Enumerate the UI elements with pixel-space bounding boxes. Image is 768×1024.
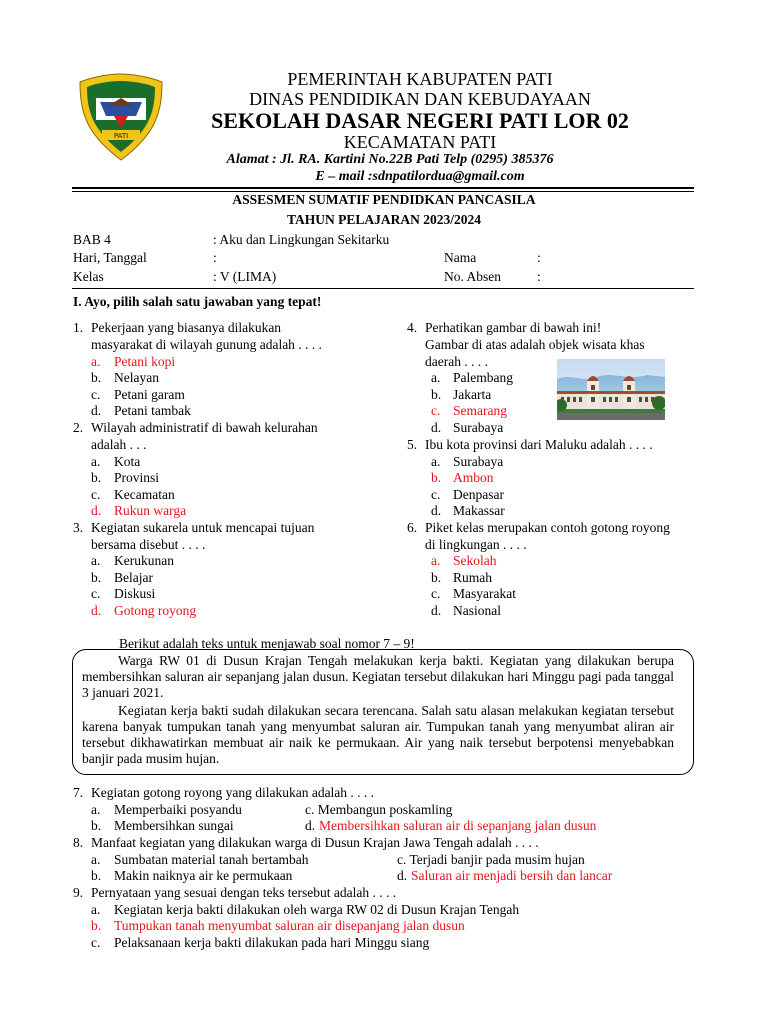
q3-text-line1: Kegiatan sukarela untuk mencapai tujuan — [91, 520, 315, 535]
q3-option-b-letter: b. — [91, 570, 102, 585]
q4-option-c: Semarang — [453, 403, 507, 418]
q6-option-a-letter: a. — [431, 553, 441, 568]
q7-option-c: c. Membangun poskamling — [305, 802, 453, 817]
q6-option-a: Sekolah — [453, 553, 497, 568]
q9-text: Pernyataan yang sesuai dengan teks tersebut adalah . . . . — [91, 885, 397, 900]
exam-year: TAHUN PELAJARAN 2023/2024 — [286, 212, 481, 227]
q5-option-c: Denpasar — [453, 487, 504, 502]
q5-option-a: Surabaya — [453, 454, 504, 469]
absen-value: : — [537, 269, 541, 284]
passage-paragraph-1 — [82, 653, 674, 701]
q6-option-d-letter: d. — [431, 603, 442, 618]
q1-option-a-letter: a. — [91, 354, 101, 369]
q8-option-a: Sumbatan material tanah bertambah — [114, 852, 309, 867]
q4-option-c-letter: c. — [431, 403, 441, 418]
q3-option-c: Diskusi — [114, 586, 156, 601]
info-divider — [72, 288, 694, 289]
q9-option-b-letter: b. — [91, 918, 102, 933]
bab-value: : Aku dan Lingkungan Sekitarku — [213, 232, 390, 247]
exam-title: ASSESMEN SUMATIF PENDIDKAN PANCASILA — [232, 192, 536, 207]
section-title: I. Ayo, pilih salah satu jawaban yang tepat! — [73, 294, 322, 309]
q6-option-b: Rumah — [453, 570, 492, 585]
q4-option-d-letter: d. — [431, 420, 442, 435]
q7-option-d-letter: d. — [305, 818, 316, 833]
header-divider-thick — [72, 187, 694, 189]
q7-option-a-letter: a. — [91, 802, 101, 817]
q2-number: 2. — [73, 420, 84, 435]
q3-option-b: Belajar — [114, 570, 153, 585]
q8-option-c: c. Terjadi banjir pada musim hujan — [397, 852, 585, 867]
q3-option-c-letter: c. — [91, 586, 101, 601]
q8-option-b-letter: b. — [91, 868, 102, 883]
q6-option-c: Masyarakat — [453, 586, 516, 601]
q4-number: 4. — [407, 320, 418, 335]
q1-option-d: Petani tambak — [114, 403, 191, 418]
q2-option-a-letter: a. — [91, 454, 101, 469]
kelas-value: : V (LIMA) — [213, 269, 277, 284]
q6-text-line2: di lingkungan . . . . — [425, 537, 527, 552]
q1-option-d-letter: d. — [91, 403, 102, 418]
q6-text-line1: Piket kelas merupakan contoh gotong royong — [425, 520, 670, 535]
q3-option-a: Kerukunan — [114, 553, 174, 568]
q8-number: 8. — [73, 835, 84, 850]
q8-option-d-letter: d. — [397, 868, 408, 883]
q6-option-c-letter: c. — [431, 586, 441, 601]
q5-option-b: Ambon — [453, 470, 494, 485]
q3-text-line2: bersama disebut . . . . — [91, 537, 206, 552]
q1-option-c-letter: c. — [91, 387, 101, 402]
q1-option-b: Nelayan — [114, 370, 159, 385]
q4-option-b-letter: b. — [431, 387, 442, 402]
header-line-2: DINAS PENDIDIKAN DAN KEBUDAYAAN — [249, 89, 591, 109]
q7-option-b-letter: b. — [91, 818, 102, 833]
q2-option-b: Provinsi — [114, 470, 160, 485]
q4-text-line3: daerah . . . . — [425, 354, 488, 369]
q7-number: 7. — [73, 785, 84, 800]
kelas-label: Kelas — [73, 269, 104, 284]
q2-option-c: Kecamatan — [114, 487, 175, 502]
q9-option-c-letter: c. — [91, 935, 101, 950]
q6-number: 6. — [407, 520, 418, 535]
header-line-4: KECAMATAN PATI — [343, 132, 497, 152]
q2-text-line2: adalah . . . — [91, 437, 147, 452]
passage-paragraph-2 — [82, 703, 674, 767]
hari-label: Hari, Tanggal — [73, 250, 147, 265]
q2-option-d: Rukun warga — [114, 503, 187, 518]
q4-text-line1: Perhatikan gambar di bawah ini! — [425, 320, 602, 335]
q4-option-a-letter: a. — [431, 370, 441, 385]
nama-value: : — [537, 250, 541, 265]
q4-option-b: Jakarta — [453, 387, 492, 402]
q3-option-d-letter: d. — [91, 603, 102, 618]
q5-option-a-letter: a. — [431, 454, 441, 469]
q1-option-c: Petani garam — [114, 387, 185, 402]
q3-option-a-letter: a. — [91, 553, 101, 568]
passage-paragraph-1-text: Warga RW 01 di Dusun Krajan Tengah melakukan kerja bakti. Kegiatan yang dilakukan berupa membersihkan saluran air sepanjang jalan dusun. Kegiatan tersebut dilakukan hari Minggu pagi pada tanggal 3 januari 2021. — [82, 653, 674, 700]
q8-option-d: Saluran air menjadi bersih dan lancar — [411, 868, 613, 883]
q9-number: 9. — [73, 885, 84, 900]
q1-text-line2: masyarakat di wilayah gunung adalah . . . . — [91, 337, 322, 352]
q2-text-line1: Wilayah administratif di bawah kelurahan — [91, 420, 318, 435]
q3-number: 3. — [73, 520, 84, 535]
q1-option-b-letter: b. — [91, 370, 102, 385]
school-email: E – mail :sdnpatilordua@gmail.com — [315, 169, 525, 184]
school-address: Alamat : Jl. RA. Kartini No.22B Pati Telp (0295) 385376 — [226, 152, 554, 167]
q1-number: 1. — [73, 320, 84, 335]
q2-option-a: Kota — [114, 454, 141, 469]
q8-option-a-letter: a. — [91, 852, 101, 867]
q4-text-line2: Gambar di atas adalah objek wisata khas — [425, 337, 645, 352]
q2-option-b-letter: b. — [91, 470, 102, 485]
q7-option-a: Memperbaiki posyandu — [114, 802, 242, 817]
q5-option-d: Makassar — [453, 503, 505, 518]
passage-intro: Berikut adalah teks untuk menjawab soal nomor 7 – 9! — [119, 636, 415, 651]
q5-option-b-letter: b. — [431, 470, 442, 485]
hari-value: : — [213, 250, 217, 265]
q3-option-d: Gotong royong — [114, 603, 197, 618]
q7-text: Kegiatan gotong royong yang dilakukan adalah . . . . — [91, 785, 375, 800]
q9-option-a-letter: a. — [91, 902, 101, 917]
q6-option-d: Nasional — [453, 603, 501, 618]
q5-text-line1: Ibu kota provinsi dari Maluku adalah . . . . — [425, 437, 653, 452]
logo-text: PATI — [113, 132, 129, 140]
absen-label: No. Absen — [444, 269, 501, 284]
q9-option-a: Kegiatan kerja bakti dilakukan oleh warga RW 02 di Dusun Krajan Tengah — [114, 902, 520, 917]
q5-option-c-letter: c. — [431, 487, 441, 502]
q8-text: Manfaat kegiatan yang dilakukan warga di Dusun Krajan Jawa Tengah adalah . . . . — [91, 835, 539, 850]
q4-landmark-image — [557, 359, 665, 420]
q7-option-d: Membersihkan saluran air di sepanjang jalan dusun — [319, 818, 597, 833]
passage-paragraph-2-text: Kegiatan kerja bakti sudah dilakukan secara terencana. Salah satu alasan melakukan kegiatan tersebut karena banyak tumpukan tanah yang menyumbat saluran air. Tumpukan tanah yang menyumbat aliran air tersebut dikhawatirkan membuat air naik ke permukaan. Air yang naik tersebut berpotensi menyebabkan banjir pada musim hujan. — [82, 703, 674, 766]
q5-number: 5. — [407, 437, 418, 452]
q4-option-a: Palembang — [453, 370, 513, 385]
q7-option-b: Membersihkan sungai — [114, 818, 234, 833]
q8-option-b: Makin naiknya air ke permukaan — [114, 868, 293, 883]
q1-text-line1: Pekerjaan yang biasanya dilakukan — [91, 320, 282, 335]
q6-option-b-letter: b. — [431, 570, 442, 585]
q1-option-a: Petani kopi — [114, 354, 176, 369]
bab-label: BAB 4 — [73, 232, 111, 247]
q4-option-d: Surabaya — [453, 420, 504, 435]
q2-option-c-letter: c. — [91, 487, 101, 502]
header-line-1: PEMERINTAH KABUPATEN PATI — [287, 69, 553, 89]
school-name: SEKOLAH DASAR NEGERI PATI LOR 02 — [211, 108, 629, 133]
q9-option-c: Pelaksanaan kerja bakti dilakukan pada hari Minggu siang — [114, 935, 430, 950]
q5-option-d-letter: d. — [431, 503, 442, 518]
nama-label: Nama — [444, 250, 477, 265]
q2-option-d-letter: d. — [91, 503, 102, 518]
q9-option-b: Tumpukan tanah menyumbat saluran air disepanjang jalan dusun — [114, 918, 465, 933]
